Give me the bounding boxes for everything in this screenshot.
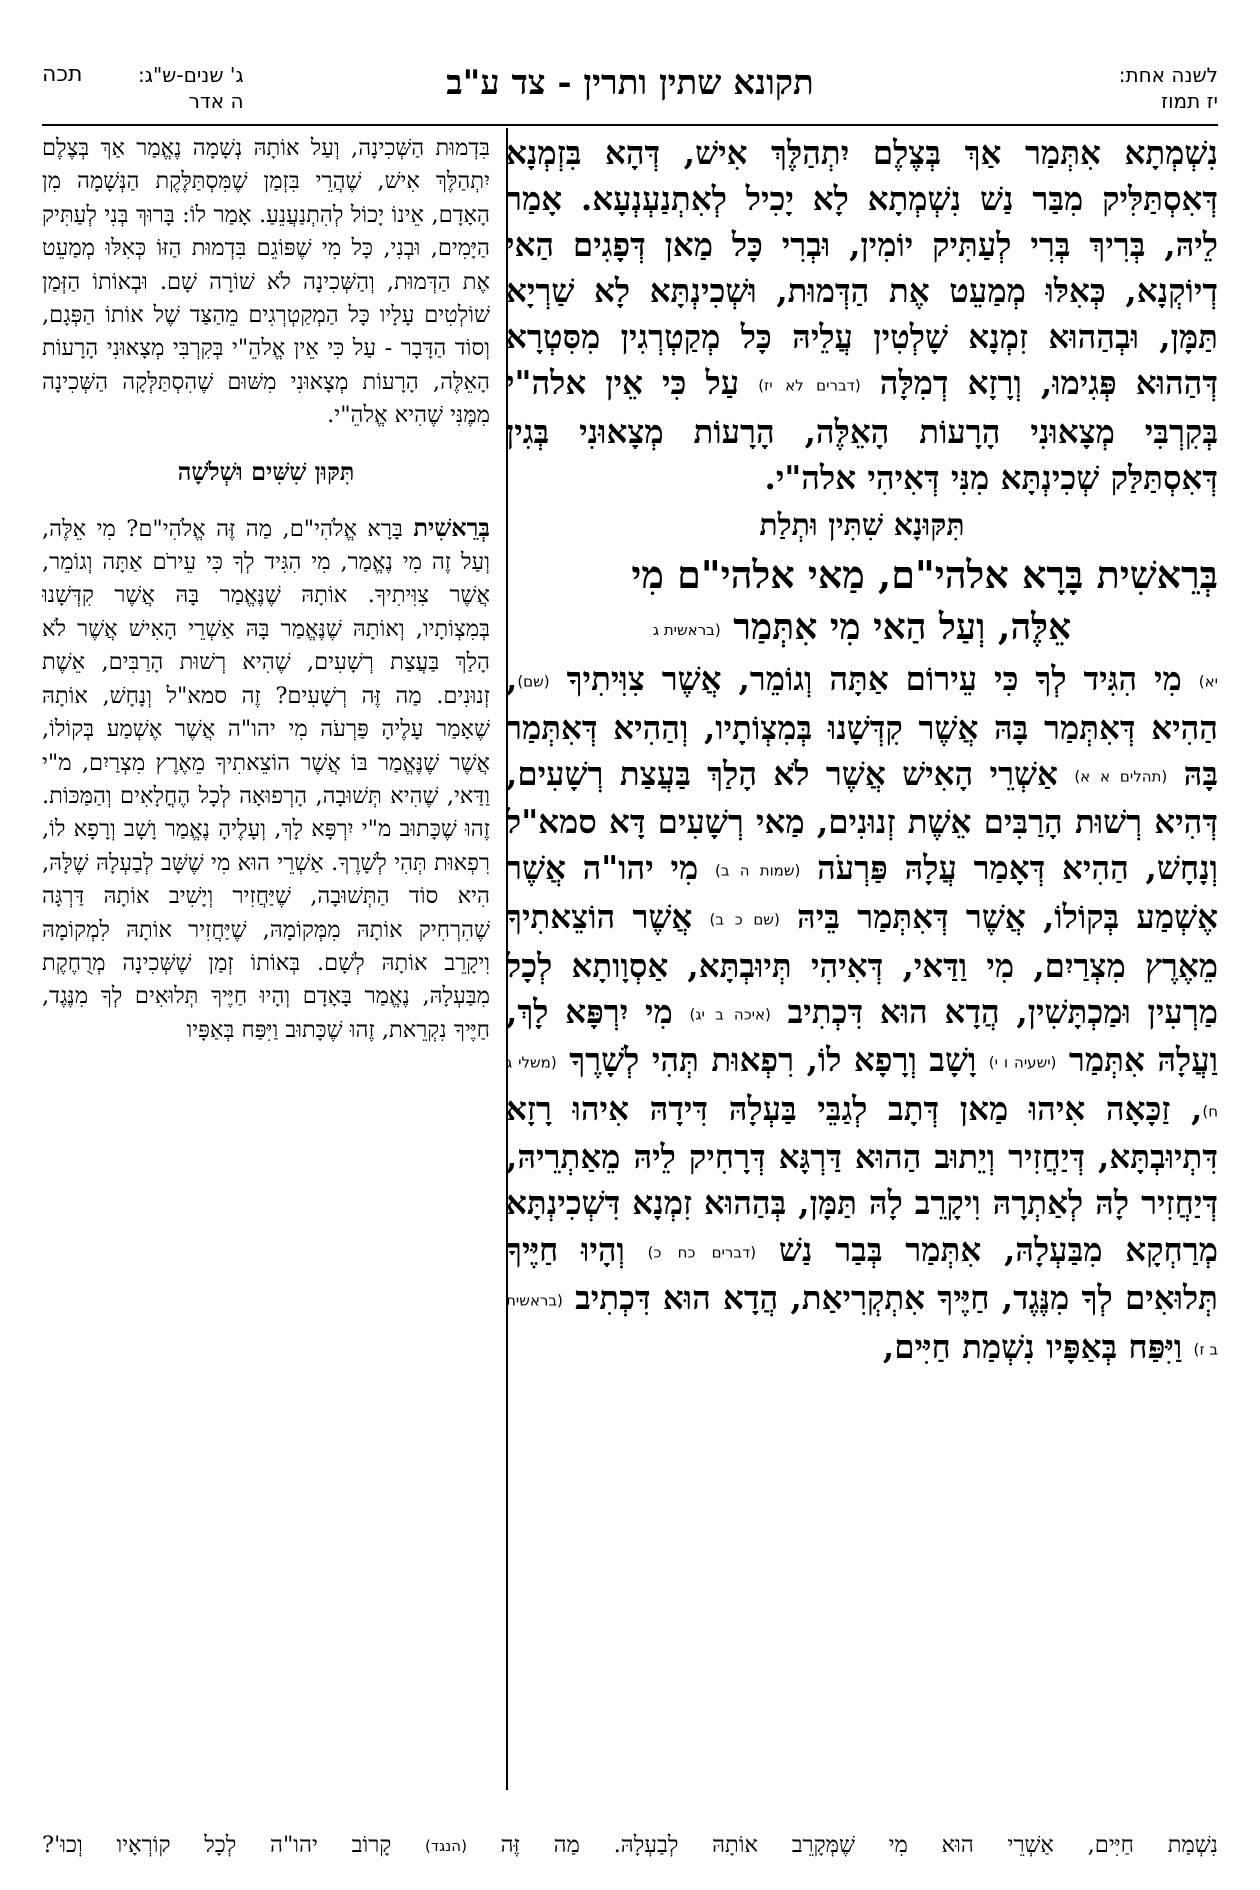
study-schedule-three-years xyxy=(138,62,244,114)
schedule-date: ה אדר xyxy=(188,89,244,113)
section-opening-line: אֵלֶּה, וְעַל הַאי מִי אִתְּמַר (בראשית ג xyxy=(652,606,1072,649)
scripture-reference: (משלי ג ח) xyxy=(506,1053,1218,1121)
schedule-label: לשנה אחת: xyxy=(1118,63,1218,87)
translation-paragraph: בְּרֵאשִׁית בָּרָא אֱלֹהִי"ם, מַה זֶּה אֱלֹהִי"ם? מִי אֵלֶּה, וְעַל זֶה מִי נֶאֱמַר, מִי הִגִּיד לְךָ כִּי עֵירֹם אַתָּה וְגוֹמֵר, אֲשֶׁר צִוִּיתִיךָ. אוֹתָהּ שֶׁנֶּאֱמַר בָּהּ אֲשֶׁר קִדְּשָׁנוּ בְּמִצְוֹתָיו, וְאוֹתָהּ שֶׁנֶּאֱמַר בָּהּ אַשְׁרֵי הָאִישׁ אֲשֶׁר לֹא הָלַךְ בַּעֲצַת רְשָׁעִים, שֶׁהִיא רְשׁוּת הָרַבִּים, אֵשֶׁת זְנוּנִים. מַה זֶּה רְשָׁעִים? זֶה סמא"ל וְנָחָשׁ, אוֹתָהּ שֶׁאָמַר עָלֶיהָ פַּרְעֹה מִי יהו"ה אֲשֶׁר אֶשְׁמַע בְּקוֹלוֹ, אֲשֶׁר שֶׁנֶּאֱמַר בּוֹ אֲשֶׁר הוֹצֵאתִיךָ מֵאֶרֶץ מִצְרַיִם, מ"י וַדַּאי, שֶׁהִיא תְּשׁוּבָה, הָרְפוּאָה לְכָל הֶחֳלָאִים וְהַמַּכּוֹת. זֶהוּ שֶׁכָּתוּב מ"י יִרְפָּא לָךְ, וְעָלֶיהָ נֶאֱמַר וָשָׁב וְרָפָא לוֹ, רִפְאוּת תְּהִי לְשָׁרֶךָ. אַשְׁרֵי הוּא מִי שֶׁשָּׁב לְבַעְלָהּ שֶׁלָּהּ, הִיא סוֹד הַתְּשׁוּבָה, שֶׁיַּחֲזִיר וְיָשִׁיב אוֹתָהּ דַּרְגָּה שֶׁהִרְחִיק אוֹתָהּ מִמְּקוֹמָהּ, שֶׁיַּחֲזִיר אוֹתָהּ לִמְקוֹמָהּ וִיקָרֵב אוֹתָהּ לְשָׁם. בְּאוֹתוֹ זְמַן שֶׁשְּׁכִינָה מְרֻחֶקֶת מִבַּעְלָהּ, נֶאֱמַר בָּאָדָם וְהָיוּ חַיֶּיךָ תְּלוּאִים לְךָ מִנֶּגֶד, חַיֶּיךָ נִקְרֵאת, זֶהוּ שֶׁכָּתוּב וַיִּפַּח בְּאַפָּיו xyxy=(42,512,490,1043)
main-text-column xyxy=(506,130,1218,1810)
scripture-reference: (הנגד) xyxy=(425,1837,467,1855)
scripture-reference: (ישעיה ו י) xyxy=(988,1053,1057,1072)
header-divider xyxy=(42,124,1218,126)
page-footer-text: נִשְׁמַת חַיִּים, אַשְׁרֵי הוּא מִי שֶׁמְּקָרֵב אוֹתָהּ לְבַעְלָהּ. מַה זֶּה (הנגד) קָרוֹב יהו"ה לְכָל קוֹרְאָיו וְכוּ'? xyxy=(42,1832,1218,1858)
section-opening-line: בְּרֵאשִׁית בָּרָא אלהי"ם, מַאי אלהי"ם מִי xyxy=(631,552,1218,598)
scripture-reference: (תהלים א א) xyxy=(1074,767,1168,786)
scripture-reference: יא) xyxy=(1198,672,1218,691)
main-paragraph: יא) מִי הִגִּיד לְךָ כִּי עֵירוֹם אַתָּה וְגוֹמֵר, אֲשֶׁר צִוִּיתִיךָ (שם), הַהִיא דְּאִתְּמַר בָּהּ אֲשֶׁר קִדְּשָׁנוּ בְּמִצְוֹתָיו, וְהַהִיא דְּאִתְּמַר בָּהּ (תהלים א א) אַשְׁרֵי הָאִישׁ אֲשֶׁר לֹא הָלַךְ בַּעֲצַת רְשָׁעִים, דְּהִיא רְשׁוּת הָרַבִּים אֵשֶׁת זְנוּנִים, מַאי רְשָׁעִים דָּא סמא"ל וְנָחָשׁ, הַהִיא דְּאָמַר עֲלָהּ פַּרְעֹה (שמות ה ב) מִי יהו"ה אֲשֶׁר אֶשְׁמַע בְּקוֹלוֹ, אֲשֶׁר דְּאִתְּמַר בֵּיהּ (שם כ ב) אֲשֶׁר הוֹצֵאתִיךָ מֵאֶרֶץ מִצְרַיִם, מִי וַדַּאי, דְּאִיהִי תְּיוּבְתָּא, אַסְוָותָא לְכָל מַרְעִין וּמַכְתָּשִׁין, הֲדָא הוּא דִּכְתִיב (איכה ב יג) מִי יִרְפָּא לָךְ, וַעֲלָהּ אִתְּמַר (ישעיה ו י) וָשָׁב וְרָפָא לוֹ, רִפְאוּת תְּהִי לְשָׁרֶךָ (משלי ג ח), זַכָּאָה אִיהוּ מַאן דְּתָב לְגַבֵּי בַּעְלָהּ דִּידָהּ אִיהוּ רָזָא דִּתְיוּבְתָּא, דְּיַחֲזִיר וְיֵתוּב הַהוּא דַּרְגָּא דְּרָחִיק לֵיהּ מֵאַתְרֵיהּ, דְּיַחֲזִיר לָהּ לְאַתְרָהּ וִיקָרֵב לָהּ תַּמָּן, בְּהַהוּא זִמְנָא דִּשְׁכִינְתָּא מְרַחְקָא מִבַּעְלָהּ, אִתְּמַר בְּבַר נַשׁ (דברים כח כ) וְהָיוּ חַיֶּיךָ תְּלוּאִים לְךָ מִנֶּגֶד, חַיֶּיךָ אִתְקְרִיאַת, הֲדָא הוּא דִּכְתִיב (בראשית ב ז) וַיִּפַּח בְּאַפָּיו נִשְׁמַת חַיִּים, xyxy=(506,659,1218,1366)
scripture-reference: (דברים כח כ) xyxy=(647,1242,757,1261)
scripture-reference: (בראשית ג xyxy=(652,621,721,640)
schedule-label: ג' שנים-ש"ג: xyxy=(138,63,244,87)
section-heading: תִּקּוּנָא שִׁתִּין וּתְלַת xyxy=(759,508,965,544)
page-title: תקונא שתין ותרין - צד ע"ב xyxy=(446,63,814,103)
main-paragraph: נִשְׁמְתָא אִתְּמַר אַךְ בְּצֶלֶם יִתְהַלֶּךְ אִישׁ, דְּהָא בִּזְמְנָא דְּאִסְתַּלִּיק מִבַּר נַשׁ נִשְׁמְתָא לָא יָכִיל לְאִתְנַעְנְעָא. אָמַר לֵיהּ, בְּרִיךְ בְּרִי לְעַתִּיק יוֹמִין, וּבְרִי כָּל מַאן דְּפָגִים הַאי דְיוֹקְנָא, כְּאִלּוּ מְמַעֵט אֶת הַדְּמוּת, וּשְׁכִינְתָּא לָא שַׁרְיָא תַּמָּן, וּבְהַהוּא זִמְנָא שָׁלְטִין עֲלֵיהּ כָּל מְקַטְרְגִין מִסִּטְרָא דְּהַהוּא פְּגִימוּ, וְרָזָא דְמִלָּה (דברים לא יז) עַל כִּי אֵין אלה"י בְּקִרְבִּי מְצָאוּנִי הָרָעוֹת הָאֵלֶּה, הָרָעוֹת מְצָאוּנִי בְּגִין דְּאִסְתַּלַּק שְׁכִינְתָּא מִנִּי דְּאִיהִי אלה"י. xyxy=(506,133,1218,498)
scripture-reference: (איכה ב יג) xyxy=(689,1005,771,1024)
page-number: תכה xyxy=(42,62,83,87)
translation-paragraph: בִּדְמוּת הַשְּׁכִינָה, וְעַל אוֹתָהּ נְשָׁמָה נֶאֱמַר אַךְ בְּצֶלֶם יִתְהַלֶּךְ אִישׁ, שֶׁהֲרֵי בִּזְמַן שֶׁמִּסְתַּלֶּקֶת הַנְּשָׁמָה מִן הָאָדָם, אֵינוֹ יָכוֹל לְהִתְנַעֲנֵעַ. אָמַר לוֹ: בָּרוּךְ בְּנִי לְעַתִּיק הַיָּמִים, וּבְנִי, כָּל מִי שֶׁפּוֹגֵם בִּדְמוּת הַזּוֹ כְּאִלּוּ מְמַעֵט אֶת הַדְּמוּת, וְהַשְּׁכִינָה לֹא שׁוֹרָה שָׁם. וּבְאוֹתוֹ הַזְּמַן שׁוֹלְטִים עָלָיו כָּל הַמְקַטְרְגִים מֵהַצַּד שֶׁל אוֹתוֹ הַפְּגָם, וְסוֹד הַדָּבָר - עַל כִּי אֵין אֱלהֵ"י בְּקִרְבִּי מְצָאוּנִי הָרָעוֹת הָאֵלֶּה, הָרָעוֹת מְצָאוּנִי מִשּׁוּם שֶׁהִסְתַּלְּקָה הַשְּׁכִינָה מִמֶּנִּי שֶׁהִיא אֱלהֵ"י. xyxy=(42,135,490,429)
scripture-reference: (בראשית ב ז) xyxy=(506,1291,1218,1359)
scripture-reference: (שם) xyxy=(517,672,550,691)
section-heading: תִּקּוּן שִׁשִּׁים וּשְׁלֹשָׁה xyxy=(177,456,355,486)
scripture-reference: (שמות ה ב) xyxy=(715,861,801,880)
translation-column xyxy=(42,132,490,1812)
page-header xyxy=(42,58,1218,128)
opening-word: בְּרֵאשִׁית xyxy=(413,512,490,542)
scripture-reference: (דברים לא יז) xyxy=(758,376,861,395)
scripture-reference: (שם כ ב) xyxy=(709,910,780,929)
schedule-date: יז תמוז xyxy=(1161,89,1218,113)
